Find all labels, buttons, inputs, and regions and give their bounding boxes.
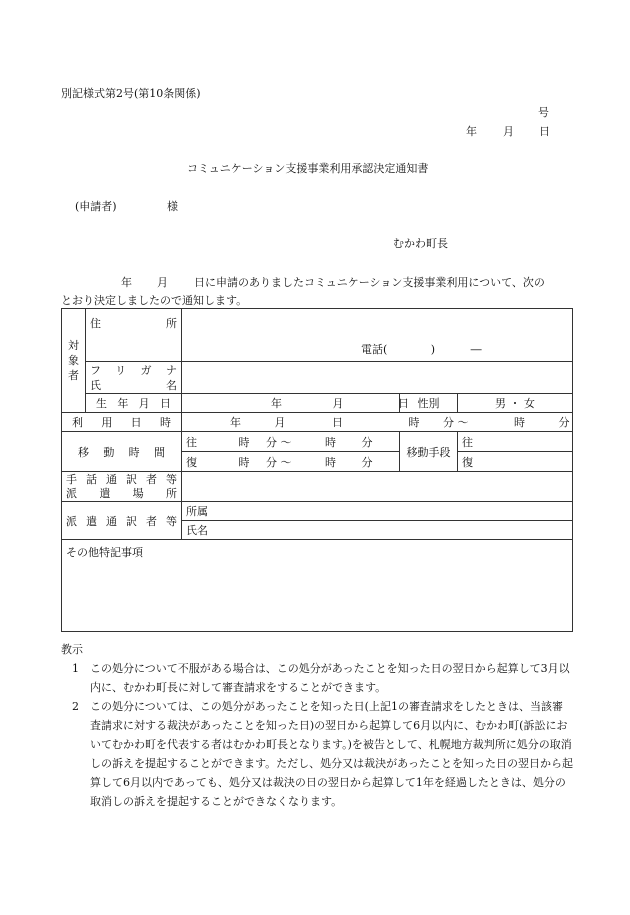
instructions (61, 640, 573, 811)
address-label: 住所 (86, 309, 182, 362)
furigana-name-label: フリガナ 氏名 (86, 362, 182, 394)
interpreter-label: 派遣通訳者等 (62, 502, 182, 540)
issuer: むかわ町長 (393, 237, 448, 250)
interpreter-affiliation[interactable]: 所属 (182, 502, 573, 521)
target-person-label: 対象者 (62, 309, 86, 413)
instruction-item: 2 この処分については、この処分があったことを知った日(上記1の審査請求をしたときは、当該審査請求に対する裁決があったことを知った日)の翌日から起算して6月以内に、むかわ町(訴訟においてむかわ町を代表する者はむかわ町長となります。)を被告として、札幌地方裁判所に処分の取消しの訴えを提起することができます。ただし、処分又は裁決があったことを知った日の翌日から起算して6月以内であっても、処分又は裁決の日の翌日から起算して1年を経過したときは、処分の取消しの訴えを提起することができなくなります。 (72, 700, 574, 808)
travel-means-outbound[interactable]: 往 (458, 432, 573, 452)
other-notes-field[interactable]: その他特記事項 (62, 540, 573, 632)
sex-label: 性別 (400, 394, 458, 413)
body-line1: 日に申請のありましたコミュニケーション支援事業利用について、次の (194, 276, 545, 289)
document-number-suffix: 号 (538, 106, 549, 119)
phone-label: 電話( (361, 343, 388, 356)
address-field[interactable] (182, 309, 573, 362)
date-month: 月 (503, 125, 514, 138)
travel-time-outbound[interactable]: 往 時 分 〜 時 分 (182, 432, 400, 452)
phone-dash: ― (470, 343, 482, 356)
addressee-honorific: 様 (167, 200, 178, 213)
interpreter-name[interactable]: 氏名 (182, 521, 573, 540)
travel-time-return[interactable]: 復 時 分 〜 時 分 (182, 452, 400, 472)
document-title: コミュニケーション支援事業利用承認決定通知書 (187, 162, 429, 175)
body-line2: とおり決定しましたので通知します。 (61, 294, 248, 307)
body-year: 年 (121, 276, 132, 289)
sex-options[interactable]: 男 ・ 女 (458, 394, 573, 413)
date-day: 日 (539, 125, 550, 138)
date-year: 年 (466, 125, 477, 138)
instruction-item: 1 この処分について不服がある場合は、この処分があったことを知った日の翌日から起算して3月以内に、むかわ町長に対して審査請求をすることができます。 (72, 662, 570, 694)
instructions-heading: 教示 (61, 643, 83, 656)
addressee-label: (申請者) (75, 200, 117, 213)
form-label: 別記様式第2号(第10条関係) (61, 87, 201, 100)
phone-close: ) (430, 343, 436, 356)
travel-means-return[interactable]: 復 (458, 452, 573, 472)
decision-form-table (61, 308, 573, 632)
birthdate-field[interactable]: 年 月 日 (182, 394, 400, 413)
travel-time-label: 移動時間 (62, 432, 182, 472)
use-datetime-field[interactable]: 年 月 日 時 分 〜 時 分 (182, 413, 573, 432)
birthdate-label: 生年月日 (86, 394, 182, 413)
name-field[interactable] (182, 362, 573, 394)
dispatch-place-label: 手話通訳者等 派遣場所 (62, 472, 182, 502)
body-month: 月 (157, 276, 168, 289)
use-datetime-label: 利用日時 (62, 413, 182, 432)
travel-means-label: 移動手段 (400, 432, 458, 472)
dispatch-place-field[interactable] (182, 472, 573, 502)
